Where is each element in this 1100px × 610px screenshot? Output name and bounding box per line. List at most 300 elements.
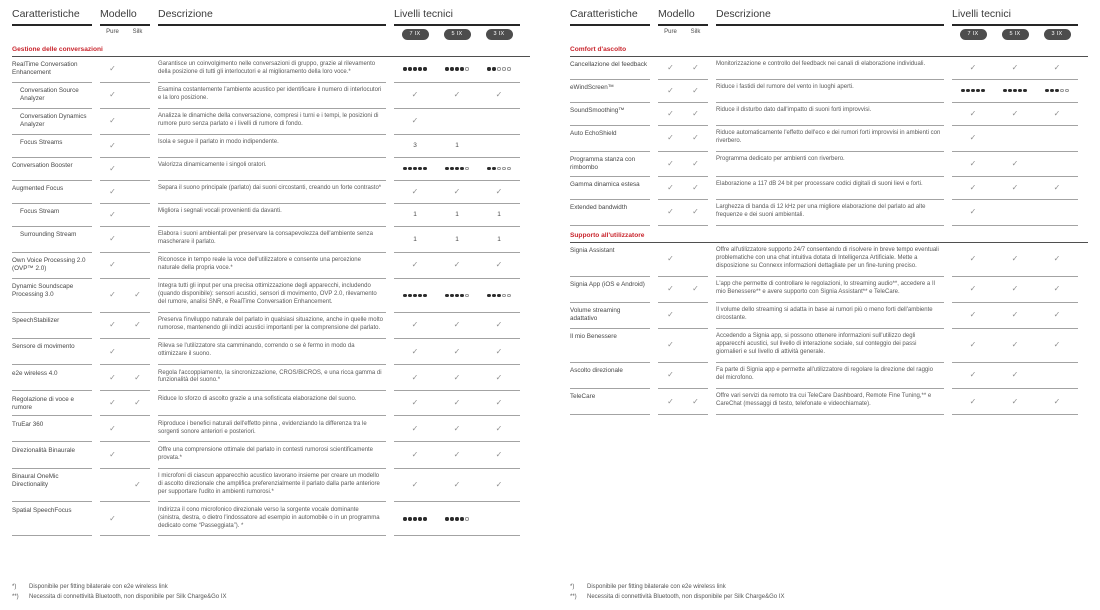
livelli-label: Livelli tecnici	[394, 8, 520, 26]
level-dots-rating	[1045, 89, 1068, 92]
dot-icon	[460, 517, 463, 520]
feature-name: e2e wireless 4.0	[12, 365, 92, 391]
table-row	[12, 391, 530, 416]
dot-icon	[408, 517, 411, 520]
model-checks	[658, 329, 708, 363]
level-check-icon: ✓	[411, 90, 419, 100]
feature-description: Preserva l'inviluppo naturale del parlato in qualsiasi situazione, anche in quelle molto rumorose, mantenendo gli indizi acustici importanti per la comprensione del parlato.	[158, 313, 386, 339]
level-cells	[394, 339, 520, 365]
dot-icon	[445, 294, 448, 297]
level-dots-rating	[445, 517, 468, 520]
level-check-icon: ✓	[969, 284, 977, 294]
dot-icon	[492, 67, 495, 70]
dot-icon	[497, 67, 500, 70]
dot-icon	[423, 294, 426, 297]
level-cells	[394, 204, 520, 227]
dot-icon	[455, 517, 458, 520]
level-dots-rating	[487, 167, 510, 170]
level-check-icon: ✓	[969, 108, 977, 118]
feature-description: Riproduce i benefici naturali dell'effetto pinna , evidenziando la differenza tra le sorgenti sonore anteriori e posteriori.	[158, 416, 386, 442]
level-count: 1	[497, 235, 501, 243]
pure-check-icon: ✓	[667, 62, 674, 72]
pure-check-icon: ✓	[109, 234, 116, 244]
table-row	[570, 126, 1088, 152]
pure-label: Pure	[664, 29, 677, 35]
model-checks	[100, 135, 150, 158]
feature-name: Ascolto direzionale	[570, 363, 650, 389]
feature-name: Conversation Booster	[12, 158, 92, 181]
level-check-icon: ✓	[495, 372, 503, 382]
level-pill-3ix: 3 IX	[1044, 29, 1071, 40]
model-checks	[100, 57, 150, 83]
feature-description: Esamina costantemente l'ambiente acustico per identificare il numero di interlocutori e la loro posizione.	[158, 83, 386, 109]
feature-name: Conversation Source Analyzer	[12, 83, 92, 109]
dot-icon	[971, 89, 974, 92]
feature-name: Programma stanza con rimbombo	[570, 152, 650, 177]
feature-name: Gamma dinamica estesa	[570, 177, 650, 200]
feature-description: Migliora i segnali vocali provenienti da davanti.	[158, 204, 386, 227]
level-pill-5ix: 5 IX	[1002, 29, 1029, 40]
feature-name: Focus Stream	[12, 204, 92, 227]
feature-description: Regola l'accoppiamento, la sincronizzazione, CROS/BiCROS, e una ricca gamma di funzionalità del suono.*	[158, 365, 386, 391]
pure-check-icon: ✓	[667, 284, 674, 294]
level-check-icon: ✓	[1011, 62, 1019, 72]
model-checks	[658, 303, 708, 329]
pure-check-icon: ✓	[667, 182, 674, 192]
level-dots-rating	[403, 67, 426, 70]
table-row	[570, 303, 1088, 329]
feature-name: Direzionalità Binaurale	[12, 442, 92, 468]
level-cells	[394, 502, 520, 536]
dot-icon	[966, 89, 969, 92]
level-count: 1	[413, 211, 417, 219]
table-row	[12, 339, 530, 365]
model-checks	[658, 126, 708, 152]
dot-icon	[487, 167, 490, 170]
pure-check-icon: ✓	[667, 85, 674, 95]
level-check-icon: ✓	[495, 398, 503, 408]
table-header	[570, 8, 1088, 40]
livelli-label: Livelli tecnici	[952, 8, 1078, 26]
level-dots-rating	[403, 517, 426, 520]
level-check-icon: ✓	[969, 133, 977, 143]
level-pill-5ix: 5 IX	[444, 29, 471, 40]
level-count: 3	[413, 142, 417, 150]
feature-name: Dynamic Soundscape Processing 3.0	[12, 279, 92, 313]
feature-name: Sensore di movimento	[12, 339, 92, 365]
silk-check-icon: ✓	[692, 133, 699, 143]
dot-icon	[423, 517, 426, 520]
table-row	[12, 57, 530, 83]
level-cells	[394, 83, 520, 109]
dot-icon	[408, 67, 411, 70]
dot-icon	[1008, 89, 1011, 92]
level-check-icon: ✓	[969, 370, 977, 380]
dot-icon	[418, 167, 421, 170]
dot-icon	[465, 517, 468, 520]
level-cells	[394, 253, 520, 279]
level-dots-rating	[403, 294, 426, 297]
model-checks	[658, 243, 708, 277]
footnote-marker: **)	[12, 593, 19, 600]
level-dots-rating	[445, 67, 468, 70]
level-cells	[394, 279, 520, 313]
model-checks	[658, 103, 708, 126]
level-cells	[394, 227, 520, 253]
model-checks	[100, 365, 150, 391]
level-check-icon: ✓	[411, 372, 419, 382]
dot-icon	[1018, 89, 1021, 92]
table-row	[570, 103, 1088, 126]
footnote	[12, 593, 226, 602]
silk-check-icon: ✓	[692, 62, 699, 72]
feature-name: TeleCare	[570, 389, 650, 415]
pure-check-icon: ✓	[109, 423, 116, 433]
table-row	[12, 469, 530, 503]
level-check-icon: ✓	[969, 396, 977, 406]
feature-description: Offre vari servizi da remoto tra cui TeleCare Dashboard, Remote Fine Tuning,** e CareChat (messaggi di testo, telefonate e videochiamate).	[716, 389, 944, 415]
footnote	[12, 583, 226, 592]
dot-icon	[455, 167, 458, 170]
model-checks	[100, 109, 150, 135]
feature-description: Rileva se l'utilizzatore sta camminando, correndo o se è fermo in modo da ottimizzare il suono.	[158, 339, 386, 365]
dot-icon	[418, 67, 421, 70]
feature-name: Signia Assistant	[570, 243, 650, 277]
level-check-icon: ✓	[411, 116, 419, 126]
model-checks	[100, 227, 150, 253]
dot-icon	[507, 67, 510, 70]
footnotes	[12, 583, 226, 602]
dot-icon	[487, 294, 490, 297]
feature-name: Signia App (iOS e Android)	[570, 277, 650, 303]
level-check-icon: ✓	[411, 423, 419, 433]
feature-description: Programma dedicato per ambienti con riverbero.	[716, 152, 944, 177]
dot-icon	[465, 294, 468, 297]
level-cells	[952, 389, 1078, 415]
level-check-icon: ✓	[453, 320, 461, 330]
level-check-icon: ✓	[969, 207, 977, 217]
dot-icon	[502, 67, 505, 70]
pure-check-icon: ✓	[109, 163, 116, 173]
left-table-body	[12, 40, 530, 537]
level-check-icon: ✓	[453, 186, 461, 196]
level-cells	[952, 303, 1078, 329]
level-cells	[952, 243, 1078, 277]
level-dots-rating	[1003, 89, 1026, 92]
dot-icon	[413, 67, 416, 70]
level-check-icon: ✓	[411, 320, 419, 330]
table-row	[570, 329, 1088, 363]
model-checks	[100, 83, 150, 109]
column-descrizione	[158, 8, 386, 40]
level-pill-3ix: 3 IX	[486, 29, 513, 40]
modello-label: Modello	[100, 8, 150, 26]
pure-check-icon: ✓	[667, 310, 674, 320]
model-checks	[658, 57, 708, 80]
level-check-icon: ✓	[1011, 108, 1019, 118]
feature-name: Il mio Benessere	[570, 329, 650, 363]
model-checks	[658, 152, 708, 177]
dot-icon	[423, 67, 426, 70]
dot-icon	[465, 167, 468, 170]
level-count: 1	[455, 235, 459, 243]
pure-check-icon: ✓	[667, 340, 674, 350]
feature-description: Fa parte di Signia app e permette all'utilizzatore di regolare la direzione del raggio del microfono.	[716, 363, 944, 389]
feature-description: Accedendo a Signia app, si possono ottenere informazioni sull'utilizzo degli apparecchi acustici, sul livello di interazione sociale, sul conteggio dei passi giornalieri e sul livello di attività generale.	[716, 329, 944, 363]
level-dots-rating	[487, 67, 510, 70]
level-cells	[394, 109, 520, 135]
level-cells	[952, 329, 1078, 363]
feature-name: SoundSmoothing™	[570, 103, 650, 126]
level-check-icon: ✓	[1011, 310, 1019, 320]
table-header	[12, 8, 530, 40]
level-check-icon: ✓	[1053, 310, 1061, 320]
table-row	[570, 277, 1088, 303]
footnote	[570, 583, 784, 592]
silk-check-icon: ✓	[692, 396, 699, 406]
model-checks	[100, 502, 150, 536]
table-row	[12, 313, 530, 339]
dot-icon	[492, 294, 495, 297]
dot-icon	[1050, 89, 1053, 92]
level-cells	[952, 363, 1078, 389]
pure-check-icon: ✓	[109, 450, 116, 459]
dot-icon	[497, 294, 500, 297]
pure-check-icon: ✓	[667, 396, 674, 406]
level-check-icon: ✓	[495, 479, 503, 489]
level-cells	[952, 103, 1078, 126]
model-checks	[658, 80, 708, 103]
column-modello	[100, 8, 150, 40]
feature-name: eWindScreen™	[570, 80, 650, 103]
level-check-icon: ✓	[1053, 340, 1061, 350]
dot-icon	[403, 294, 406, 297]
pure-check-icon: ✓	[667, 108, 674, 118]
dot-icon	[497, 167, 500, 170]
level-check-icon: ✓	[495, 90, 503, 100]
pure-check-icon: ✓	[109, 64, 116, 74]
level-check-icon: ✓	[453, 346, 461, 356]
level-check-icon: ✓	[969, 340, 977, 350]
pure-check-icon: ✓	[109, 290, 116, 300]
level-check-icon: ✓	[411, 346, 419, 356]
silk-check-icon: ✓	[134, 479, 141, 489]
dot-icon	[418, 294, 421, 297]
dot-icon	[507, 167, 510, 170]
level-cells	[394, 442, 520, 468]
level-check-icon: ✓	[453, 423, 461, 433]
dot-icon	[445, 517, 448, 520]
dot-icon	[445, 67, 448, 70]
level-check-icon: ✓	[1011, 284, 1019, 294]
feature-name: Conversation Dynamics Analyzer	[12, 109, 92, 135]
model-checks	[658, 177, 708, 200]
pure-check-icon: ✓	[109, 346, 116, 356]
feature-name: RealTime Conversation Enhancement	[12, 57, 92, 83]
table-row	[12, 227, 530, 253]
feature-description: Il volume dello streaming si adatta in base ai rumori più o meno forti dell'ambiente circostante.	[716, 303, 944, 329]
level-check-icon: ✓	[1053, 182, 1061, 192]
dot-icon	[450, 294, 453, 297]
model-checks	[100, 339, 150, 365]
level-check-icon: ✓	[495, 260, 503, 270]
dot-icon	[487, 67, 490, 70]
feature-name: Volume streaming adattativo	[570, 303, 650, 329]
model-checks	[100, 181, 150, 204]
left-table-panel	[12, 8, 530, 610]
feature-name: SpeechStabilizer	[12, 313, 92, 339]
pure-check-icon: ✓	[109, 398, 116, 408]
dot-icon	[502, 294, 505, 297]
dot-icon	[450, 167, 453, 170]
descrizione-label: Descrizione	[158, 8, 386, 26]
pure-check-icon: ✓	[109, 140, 116, 150]
section-header: Comfort d'ascolto	[570, 40, 1088, 57]
level-check-icon: ✓	[411, 479, 419, 489]
dot-icon	[1003, 89, 1006, 92]
dot-icon	[460, 67, 463, 70]
model-checks	[100, 391, 150, 416]
feature-description: L'app che permette di controllare le regolazioni, lo streaming audio**, accedere a Il mio Benessere** e avere supporto con Signia Assistant** e TeleCare.	[716, 277, 944, 303]
dot-icon	[450, 67, 453, 70]
feature-description: Riconosce in tempo reale la voce dell'utilizzatore e consente una percezione naturale della propria voce.*	[158, 253, 386, 279]
level-check-icon: ✓	[1011, 340, 1019, 350]
silk-check-icon: ✓	[692, 85, 699, 95]
feature-description: Elaborazione a 117 dB 24 bit per processare codici digitali di suoni lievi e forti.	[716, 177, 944, 200]
level-cells	[394, 365, 520, 391]
level-check-icon: ✓	[969, 158, 977, 168]
footnote-text: Necessita di connettività Bluetooth, non disponibile per Silk Charge&Go IX	[29, 593, 227, 600]
silk-label: Silk	[690, 29, 701, 35]
dot-icon	[1023, 89, 1026, 92]
table-row	[12, 204, 530, 227]
level-check-icon: ✓	[1053, 62, 1061, 72]
level-cells	[394, 181, 520, 204]
footnote-marker: **)	[570, 593, 577, 600]
level-cells	[394, 416, 520, 442]
table-row	[12, 83, 530, 109]
pure-check-icon: ✓	[109, 116, 116, 126]
level-check-icon: ✓	[969, 310, 977, 320]
table-row	[12, 135, 530, 158]
feature-name: Binaural OneMic Directionality	[12, 469, 92, 503]
pure-check-icon: ✓	[109, 320, 116, 330]
feature-name: Augmented Focus	[12, 181, 92, 204]
dot-icon	[418, 517, 421, 520]
dot-icon	[976, 89, 979, 92]
level-check-icon: ✓	[411, 260, 419, 270]
column-livelli	[394, 8, 520, 40]
silk-check-icon: ✓	[692, 284, 699, 294]
table-row	[570, 57, 1088, 80]
model-checks	[100, 253, 150, 279]
silk-check-icon: ✓	[692, 207, 699, 217]
feature-description: Garantisce un coinvolgimento nelle conversazioni di gruppo, grazie al rilevamento della posizione di tutti gli interlocutori e al miglioramento della loro voce.*	[158, 57, 386, 83]
feature-description: Monitorizzazione e controllo del feedback nei canali di elaborazione individuali.	[716, 57, 944, 80]
dot-icon	[1060, 89, 1063, 92]
table-row	[12, 365, 530, 391]
level-check-icon: ✓	[969, 62, 977, 72]
level-check-icon: ✓	[1053, 396, 1061, 406]
footnote-text: Disponibile per fitting bilaterale con e2e wireless link	[29, 584, 168, 591]
modello-label: Modello	[658, 8, 708, 26]
dot-icon	[450, 517, 453, 520]
level-check-icon: ✓	[969, 254, 977, 264]
level-cells	[952, 152, 1078, 177]
feature-name: Spatial SpeechFocus	[12, 502, 92, 536]
level-check-icon: ✓	[1053, 284, 1061, 294]
table-row	[12, 253, 530, 279]
dot-icon	[981, 89, 984, 92]
feature-description: Elabora i suoni ambientali per preservare la consapevolezza dell'ambiente senza mascherare il parlato.	[158, 227, 386, 253]
feature-description: Integra tutti gli input per una precisa ottimizzazione degli apparecchi, includendo (quando disponibile): sensori acustici, sensori di movimento, OVP 2.0, rilevamento del rumore, analisi SNR, e RealTime Conversation Enhancement.	[158, 279, 386, 313]
pure-check-icon: ✓	[667, 370, 674, 380]
model-checks	[658, 363, 708, 389]
level-pill-7ix: 7 IX	[960, 29, 987, 40]
feature-description: Offre una comprensione ottimale del parlato in contesti rumorosi scientificamente provata.*	[158, 442, 386, 468]
table-row	[12, 181, 530, 204]
table-row	[12, 442, 530, 468]
dot-icon	[502, 167, 505, 170]
table-row	[570, 243, 1088, 277]
model-checks	[100, 279, 150, 313]
dot-icon	[1065, 89, 1068, 92]
dot-icon	[408, 167, 411, 170]
level-check-icon: ✓	[495, 423, 503, 433]
feature-name: Focus Streams	[12, 135, 92, 158]
column-modello	[658, 8, 708, 40]
level-cells	[952, 177, 1078, 200]
feature-name: Regolazione di voce e rumore	[12, 391, 92, 416]
pure-check-icon: ✓	[667, 207, 674, 217]
feature-description: Offre all'utilizzatore supporto 24/7 consentendo di risolvere in breve tempo eventuali problematiche con una chat intuitiva dotata di Intelligenza Artificiale. Mette a disposizione su Connexx informazioni dettagliate per un fine-tuning preciso.	[716, 243, 944, 277]
feature-name: Auto EchoShield	[570, 126, 650, 152]
model-checks	[100, 442, 150, 468]
feature-description: Riduce lo sforzo di ascolto grazie a una sofisticata elaborazione del suono.	[158, 391, 386, 416]
feature-description: Indirizza il cono microfonico direzionale verso la sorgente vocale dominante (sinistra, destra, o dietro l'indossatore ad esempio in automobile o in un programma dedicato come “Passeggiata”). *	[158, 502, 386, 536]
level-cells	[394, 391, 520, 416]
table-row	[12, 158, 530, 181]
level-cells	[394, 57, 520, 83]
silk-check-icon: ✓	[134, 290, 141, 300]
column-caratteristiche	[12, 8, 92, 40]
model-checks	[100, 313, 150, 339]
pure-check-icon: ✓	[109, 209, 116, 219]
level-check-icon: ✓	[495, 346, 503, 356]
table-row	[570, 177, 1088, 200]
dot-icon	[1045, 89, 1048, 92]
level-cells	[952, 126, 1078, 152]
level-check-icon: ✓	[495, 450, 503, 459]
level-count: 1	[455, 211, 459, 219]
level-check-icon: ✓	[1011, 254, 1019, 264]
level-dots-rating	[403, 167, 426, 170]
model-checks	[100, 204, 150, 227]
feature-description: Analizza le dinamiche della conversazione, compresi i turni e i tempi, le posizioni di rumore puro senza parlato e i livelli di rumore di fondo.	[158, 109, 386, 135]
level-cells	[394, 158, 520, 181]
dot-icon	[460, 167, 463, 170]
level-cells	[952, 200, 1078, 226]
level-pill-7ix: 7 IX	[402, 29, 429, 40]
level-check-icon: ✓	[411, 450, 419, 459]
column-descrizione	[716, 8, 944, 40]
level-check-icon: ✓	[411, 186, 419, 196]
dot-icon	[413, 517, 416, 520]
table-row	[570, 363, 1088, 389]
model-checks	[658, 389, 708, 415]
pure-check-icon: ✓	[667, 133, 674, 143]
level-dots-rating	[445, 167, 468, 170]
